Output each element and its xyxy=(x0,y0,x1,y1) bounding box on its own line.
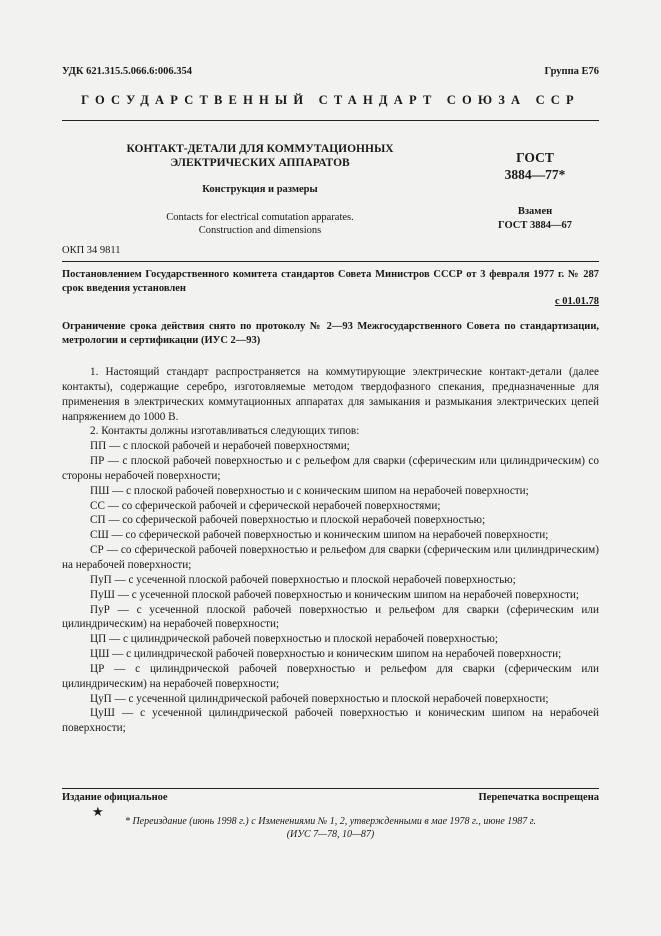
gost-label: ГОСТ xyxy=(516,150,554,165)
footnote-line-2: (ИУС 7—78, 10—87) xyxy=(286,829,375,840)
footnote-line-1: * Переиздание (июнь 1998 г.) с Изменениями № 1, 2, утвержденными в мае 1978 г., июне 1987 г. xyxy=(124,816,537,827)
paragraph: 2. Контакты должны изготавливаться следующих типов: xyxy=(90,425,360,438)
type-item: ПуП — с усеченной плоской рабочей поверхностью и плоской нерабочей поверхностью; xyxy=(90,573,516,586)
type-item: СР — со сферической рабочей поверхностью и рельефом для сварки (сферическим или цилиндрическим) на нерабочей поверхности; xyxy=(62,544,599,571)
type-item: ЦуП — с усеченной цилиндрической рабочей поверхностью и плоской нерабочей поверхности; xyxy=(90,692,549,705)
reprint-prohibited: Перепечатка воспрещена xyxy=(478,792,599,803)
type-item: СШ — со сферической рабочей поверхностью и коническим шипом на нерабочей поверхности; xyxy=(90,529,549,542)
okp-code: ОКП 34 9811 xyxy=(62,245,121,256)
title-line-1: КОНТАКТ-ДЕТАЛИ ДЛЯ КОММУТАЦИОННЫХ xyxy=(126,143,394,155)
replaces-standard: ГОСТ 3884—67 xyxy=(498,220,572,231)
limitation-note: Ограничение срока действия снято по протоколу № 2—93 Межгосударственного Совета по стандартизации, метрологии и сертификации (ИУС 2—93) xyxy=(62,321,599,346)
type-item: СС — со сферической рабочей и сферической нерабочей поверхностями; xyxy=(90,499,441,512)
subtitle: Конструкция и размеры xyxy=(202,184,318,195)
footnote xyxy=(62,815,599,841)
paragraph: 1. Настоящий стандарт распространяется на коммутирующие электрические контакт-детали (далее контакты), содержащие серебро, изготовляемые методом твердофазного спекания, предназначенные для применения в электрических коммутационных аппаратах для замыкания и размыкания электрических цепей напряжением до 1000 В. xyxy=(62,366,599,423)
type-item: ПуР — с усеченной плоской рабочей поверхностью и рельефом для сварки (сферическим или цилиндрическим) на нерабочей поверхности; xyxy=(62,603,599,631)
decree-date: с 01.01.78 xyxy=(554,296,599,307)
type-item: ЦП — с цилиндрической рабочей поверхностью и плоской нерабочей поверхностью; xyxy=(90,633,498,646)
title-line-2: ЭЛЕКТРИЧЕСКИХ АППАРАТОВ xyxy=(170,157,350,169)
type-item: СП — со сферической рабочей поверхностью и плоской нерабочей поверхностью; xyxy=(90,514,486,527)
type-item: ЦуШ — с усеченной цилиндрической рабочей поверхностью и коническим шипом на нерабочей поверхности; xyxy=(62,707,599,735)
title-block xyxy=(100,142,420,237)
english-title-1: Contacts for electrical comutation apparates. xyxy=(166,212,354,223)
type-item: ЦШ — с цилиндрической рабочей поверхностью и коническим шипом на нерабочей поверхности; xyxy=(90,648,562,661)
star-icon: ★ xyxy=(92,804,104,819)
english-title-2: Construction and dimensions xyxy=(198,225,322,236)
state-standard-heading: ГОСУДАРСТВЕННЫЙ СТАНДАРТ СОЮЗА ССР xyxy=(81,93,580,107)
decree-text: Постановлением Государственного комитета стандартов Совета Министров СССР от 3 февраля 1977 г. № 287 срок введения установлен xyxy=(62,269,599,294)
type-item: ЦР — с цилиндрической рабочей поверхностью и рельефом для сварки (сферическим или цилиндрическим) на нерабочей поверхности; xyxy=(62,662,599,690)
gost-block xyxy=(470,149,600,233)
group-code: Группа Е76 xyxy=(544,66,599,77)
udk-code: УДК 621.315.5.066.6:006.354 xyxy=(62,66,192,77)
replaces-label: Взамен xyxy=(517,206,553,217)
divider xyxy=(62,120,599,121)
type-item: ПР — с плоской рабочей поверхностью и с рельефом для сварки (сферическим или цилиндрическим) со стороны нерабочей поверхности; xyxy=(62,455,599,482)
type-item: ПуШ — с усеченной плоской рабочей поверхностью и коническим шипом на нерабочей поверхности; xyxy=(90,588,579,601)
divider xyxy=(62,788,599,789)
official-edition: Издание официальное xyxy=(62,792,168,803)
gost-number: 3884—77* xyxy=(504,167,566,182)
body-text xyxy=(62,365,599,736)
divider xyxy=(62,261,599,262)
type-item: ПП — с плоской рабочей и нерабочей поверхностями; xyxy=(90,440,350,453)
type-item: ПШ — с плоской рабочей поверхностью и с коническим шипом на нерабочей поверхности; xyxy=(90,484,529,497)
